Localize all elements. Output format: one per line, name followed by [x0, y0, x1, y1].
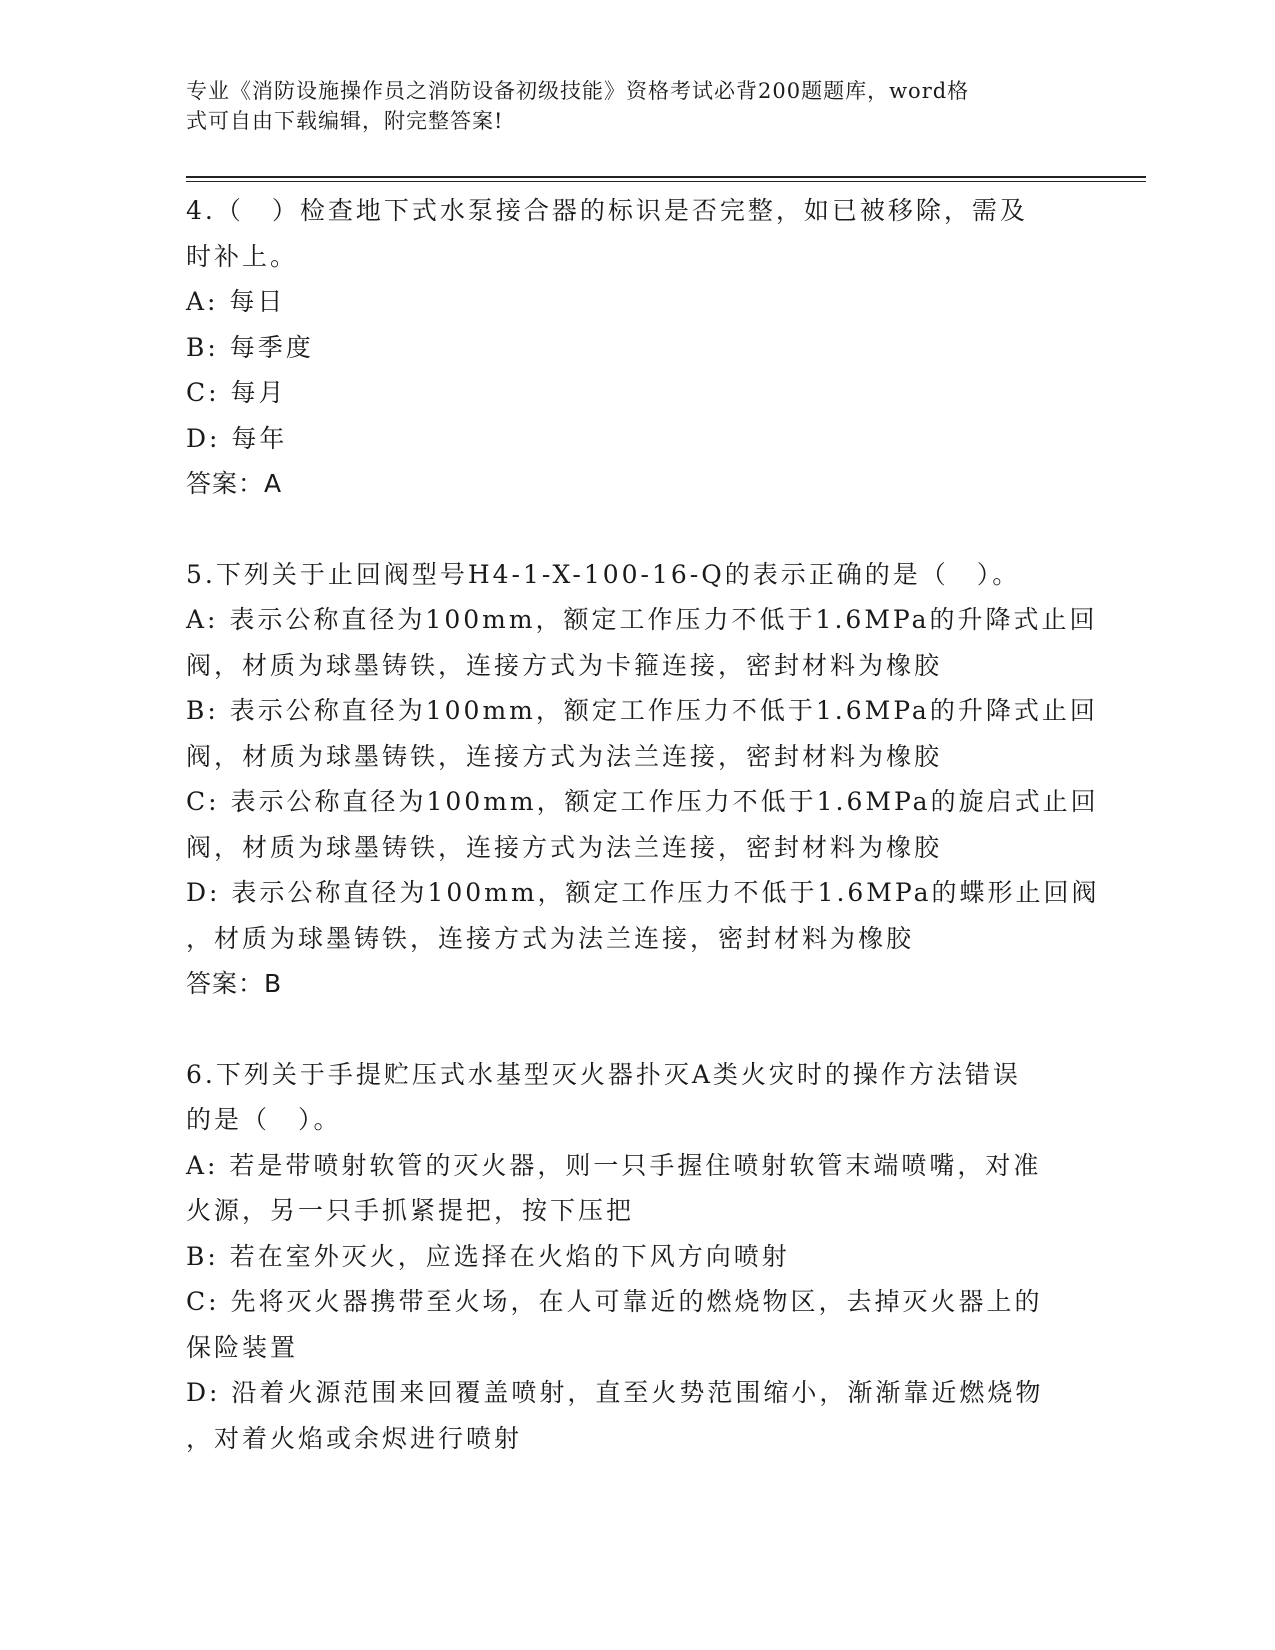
option-d: D: 沿着火源范围来回覆盖喷射，直至火势范围缩小，渐渐靠近燃烧物: [186, 1378, 1044, 1407]
option-c-cont: 阀，材质为球墨铸铁，连接方式为法兰连接，密封材料为橡胶: [186, 832, 943, 862]
option-b-cont: 阀，材质为球墨铸铁，连接方式为法兰连接，密封材料为橡胶: [186, 741, 943, 771]
option-a: A: 表示公称直径为100mm，额定工作压力不低于1.6MPa的升降式止回: [186, 605, 1098, 634]
question-list: [186, 188, 1100, 1461]
option-b: B: 每季度: [186, 332, 314, 362]
question-stem: 5.下列关于止回阀型号H4-1-X-100-16-Q的表示正确的是（ ）。: [186, 559, 1021, 589]
answer-line: 答案：A: [186, 469, 283, 498]
option-a: A: 若是带喷射软管的灭火器，则一只手握住喷射软管末端喷嘴，对准: [186, 1150, 1042, 1180]
option-c: C: 表示公称直径为100mm，额定工作压力不低于1.6MPa的旋启式止回: [186, 787, 1099, 816]
option-d-cont: ，对着火焰或余烬进行喷射: [186, 1423, 523, 1453]
document-header: [186, 76, 1066, 136]
option-a-cont: 火源，另一只手抓紧提把，按下压把: [186, 1196, 635, 1225]
question-stem: 4.（ ）检查地下式水泵接合器的标识是否完整，如已被移除，需及: [186, 196, 1028, 225]
spacer: [186, 1007, 1076, 1052]
question-stem: 的是（ ）。: [186, 1105, 342, 1134]
option-a: A: 每日: [186, 287, 286, 316]
answer-line: 答案：B: [186, 969, 283, 998]
question-item: [186, 552, 1100, 1007]
question-item: [186, 1052, 1076, 1462]
option-b: B: 表示公称直径为100mm，额定工作压力不低于1.6MPa的升降式止回: [186, 696, 1098, 725]
header-rule-thin: [186, 181, 1146, 182]
option-d: D: 表示公称直径为100mm，额定工作压力不低于1.6MPa的蝶形止回阀: [186, 878, 1100, 907]
spacer: [186, 507, 1076, 552]
option-c-cont: 保险装置: [186, 1332, 299, 1362]
header-line: 式可自由下载编辑，附完整答案!: [186, 109, 504, 133]
option-a-cont: 阀，材质为球墨铸铁，连接方式为卡箍连接，密封材料为橡胶: [186, 650, 943, 680]
header-rule: [186, 176, 1146, 178]
header-line: 专业《消防设施操作员之消防设备初级技能》资格考试必背200题题库，word格: [186, 79, 970, 103]
option-c: C: 每月: [186, 378, 287, 407]
option-d-cont: ，材质为球墨铸铁，连接方式为法兰连接，密封材料为橡胶: [186, 923, 915, 953]
option-b: B: 若在室外灭火，应选择在火焰的下风方向喷射: [186, 1241, 790, 1271]
question-stem: 时补上。: [186, 241, 299, 271]
option-c: C: 先将灭火器携带至火场，在人可靠近的燃烧物区，去掉灭火器上的: [186, 1287, 1043, 1316]
option-d: D: 每年: [186, 423, 288, 453]
question-stem: 6.下列关于手提贮压式水基型灭火器扑灭A类火灾时的操作方法错误: [186, 1059, 1021, 1089]
question-item: [186, 188, 1076, 507]
